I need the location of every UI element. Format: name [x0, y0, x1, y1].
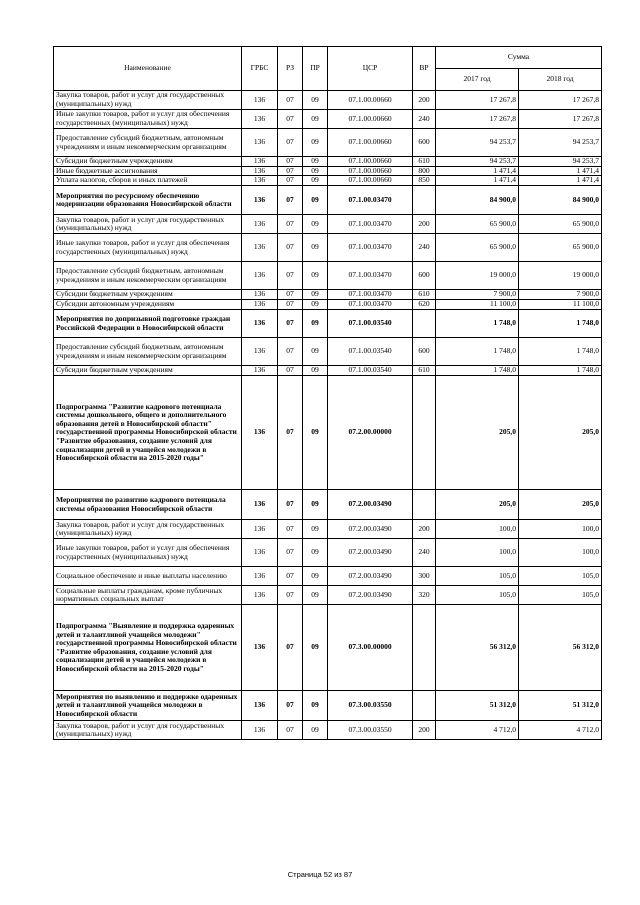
- cell-2017: 205,0: [436, 376, 519, 490]
- cell-csr: 07.1.00.03470: [328, 234, 413, 262]
- cell-rz: 07: [278, 166, 303, 176]
- cell-name: Иные закупки товаров, работ и услуг для обеспечения государственных (муниципальных) нужд: [54, 539, 242, 567]
- cell-grbs: 136: [242, 586, 278, 605]
- cell-vr: [413, 605, 436, 691]
- cell-grbs: 136: [242, 300, 278, 310]
- table-row: [54, 110, 602, 129]
- cell-rz: 07: [278, 262, 303, 290]
- cell-name: Субсидии бюджетным учреждениям: [54, 157, 242, 167]
- table-row: [54, 91, 602, 110]
- cell-name: Социальные выплаты гражданам, кроме публичных нормативных социальных выплат: [54, 586, 242, 605]
- cell-pr: 09: [303, 129, 328, 157]
- cell-rz: 07: [278, 176, 303, 186]
- cell-vr: 800: [413, 166, 436, 176]
- cell-name: Социальное обеспечение и иные выплаты населению: [54, 567, 242, 586]
- header-row-top: [54, 47, 602, 69]
- cell-grbs: 136: [242, 129, 278, 157]
- cell-csr: 07.1.00.03470: [328, 215, 413, 234]
- cell-pr: 09: [303, 166, 328, 176]
- cell-2018: 19 000,0: [519, 262, 602, 290]
- cell-2018: 84 900,0: [519, 186, 602, 215]
- cell-grbs: 136: [242, 166, 278, 176]
- header-csr: ЦСР: [328, 47, 413, 91]
- cell-csr: 07.1.00.03470: [328, 186, 413, 215]
- cell-vr: 240: [413, 539, 436, 567]
- cell-rz: 07: [278, 110, 303, 129]
- cell-2018: 94 253,7: [519, 129, 602, 157]
- cell-2018: 105,0: [519, 586, 602, 605]
- cell-pr: 09: [303, 290, 328, 300]
- cell-2018: 94 253,7: [519, 157, 602, 167]
- cell-pr: 09: [303, 234, 328, 262]
- cell-2018: 1 748,0: [519, 366, 602, 376]
- cell-vr: 200: [413, 91, 436, 110]
- cell-2018: 11 100,0: [519, 300, 602, 310]
- cell-2018: 1 748,0: [519, 338, 602, 366]
- cell-2017: 7 900,0: [436, 290, 519, 300]
- cell-csr: 07.1.00.00660: [328, 157, 413, 167]
- cell-2017: 56 312,0: [436, 605, 519, 691]
- cell-rz: 07: [278, 520, 303, 539]
- cell-grbs: 136: [242, 290, 278, 300]
- cell-pr: 09: [303, 176, 328, 186]
- table-row: [54, 166, 602, 176]
- cell-2017: 1 748,0: [436, 338, 519, 366]
- cell-grbs: 136: [242, 539, 278, 567]
- cell-grbs: 136: [242, 110, 278, 129]
- header-grbs: ГРБС: [242, 47, 278, 91]
- cell-csr: 07.1.00.00660: [328, 91, 413, 110]
- cell-csr: 07.1.00.00660: [328, 166, 413, 176]
- cell-rz: 07: [278, 129, 303, 157]
- cell-vr: 610: [413, 290, 436, 300]
- cell-csr: 07.2.00.00000: [328, 376, 413, 490]
- table-row: [54, 234, 602, 262]
- table-row: [54, 567, 602, 586]
- cell-vr: 200: [413, 215, 436, 234]
- cell-rz: 07: [278, 490, 303, 520]
- cell-name: Мероприятия по развитию кадрового потенциала системы образования Новосибирской области: [54, 490, 242, 520]
- cell-2018: 17 267,8: [519, 91, 602, 110]
- cell-grbs: 136: [242, 310, 278, 338]
- cell-csr: 07.2.00.03490: [328, 490, 413, 520]
- cell-2018: 17 267,8: [519, 110, 602, 129]
- cell-grbs: 136: [242, 215, 278, 234]
- cell-name: Субсидии бюджетным учреждениям: [54, 290, 242, 300]
- table-row: [54, 691, 602, 721]
- cell-2018: 4 712,0: [519, 721, 602, 740]
- cell-name: Подпрограмма "Развитие кадрового потенциала системы дошкольного, общего и дополнительного образования детей в Новосибирской области" государственной программы Новосибирской области "Развитие образования, создание условий для социализации детей и учащейся молодежи в Новосибирской области на 2015-2020 годы": [54, 376, 242, 490]
- cell-2017: 100,0: [436, 539, 519, 567]
- cell-pr: 09: [303, 215, 328, 234]
- table-row: [54, 376, 602, 490]
- cell-csr: 07.1.00.00660: [328, 129, 413, 157]
- table-row: [54, 129, 602, 157]
- cell-rz: 07: [278, 157, 303, 167]
- cell-csr: 07.2.00.03490: [328, 539, 413, 567]
- cell-grbs: 136: [242, 186, 278, 215]
- cell-pr: 09: [303, 691, 328, 721]
- cell-rz: 07: [278, 91, 303, 110]
- cell-csr: 07.3.00.03550: [328, 691, 413, 721]
- table-row: [54, 262, 602, 290]
- table-row: [54, 338, 602, 366]
- cell-name: Мероприятия по допризывной подготовке граждан Российской Федерации в Новосибирской области: [54, 310, 242, 338]
- cell-rz: 07: [278, 539, 303, 567]
- table-row: [54, 290, 602, 300]
- cell-vr: [413, 186, 436, 215]
- cell-pr: 09: [303, 262, 328, 290]
- cell-pr: 09: [303, 567, 328, 586]
- cell-rz: 07: [278, 215, 303, 234]
- cell-vr: 200: [413, 520, 436, 539]
- cell-vr: [413, 691, 436, 721]
- cell-vr: 610: [413, 366, 436, 376]
- cell-grbs: 136: [242, 234, 278, 262]
- cell-csr: 07.2.00.03490: [328, 567, 413, 586]
- cell-name: Предоставление субсидий бюджетным, автономным учреждениям и иным некоммерческим организациям: [54, 262, 242, 290]
- cell-name: Иные бюджетные ассигнования: [54, 166, 242, 176]
- cell-2017: 84 900,0: [436, 186, 519, 215]
- cell-vr: 600: [413, 262, 436, 290]
- cell-2018: 65 900,0: [519, 234, 602, 262]
- cell-pr: 09: [303, 338, 328, 366]
- cell-2017: 11 100,0: [436, 300, 519, 310]
- cell-pr: 09: [303, 110, 328, 129]
- cell-rz: 07: [278, 691, 303, 721]
- cell-name: Мероприятия по ресурсному обеспечению модернизации образования Новосибирской области: [54, 186, 242, 215]
- cell-csr: 07.1.00.03470: [328, 262, 413, 290]
- cell-name: Мероприятия по выявлению и поддержке одаренных детей и талантливой учащейся молодежи в Новосибирской области: [54, 691, 242, 721]
- cell-grbs: 136: [242, 376, 278, 490]
- cell-grbs: 136: [242, 605, 278, 691]
- cell-pr: 09: [303, 366, 328, 376]
- cell-grbs: 136: [242, 157, 278, 167]
- cell-grbs: 136: [242, 262, 278, 290]
- cell-2018: 56 312,0: [519, 605, 602, 691]
- header-name: Наименование: [54, 47, 242, 91]
- table-row: [54, 300, 602, 310]
- cell-csr: 07.1.00.03540: [328, 310, 413, 338]
- cell-name: Закупка товаров, работ и услуг для государственных (муниципальных) нужд: [54, 91, 242, 110]
- header-year-2017: 2017 год: [436, 69, 519, 91]
- cell-2017: 105,0: [436, 567, 519, 586]
- cell-2017: 51 312,0: [436, 691, 519, 721]
- table-row: [54, 366, 602, 376]
- cell-name: Субсидии автономным учреждениям: [54, 300, 242, 310]
- cell-2017: 17 267,8: [436, 110, 519, 129]
- cell-2017: 105,0: [436, 586, 519, 605]
- cell-rz: 07: [278, 186, 303, 215]
- header-vr: ВР: [413, 47, 436, 91]
- table-row: [54, 586, 602, 605]
- page-number: Страница 52 из 87: [287, 870, 353, 879]
- cell-csr: 07.2.00.03490: [328, 586, 413, 605]
- cell-rz: 07: [278, 376, 303, 490]
- cell-2018: 100,0: [519, 539, 602, 567]
- cell-pr: 09: [303, 186, 328, 215]
- cell-csr: 07.1.00.00660: [328, 110, 413, 129]
- cell-grbs: 136: [242, 520, 278, 539]
- cell-pr: 09: [303, 520, 328, 539]
- cell-rz: 07: [278, 310, 303, 338]
- cell-rz: 07: [278, 290, 303, 300]
- table-row: [54, 215, 602, 234]
- cell-pr: 09: [303, 300, 328, 310]
- cell-vr: 610: [413, 157, 436, 167]
- cell-csr: 07.3.00.00000: [328, 605, 413, 691]
- cell-pr: 09: [303, 605, 328, 691]
- table-row: [54, 721, 602, 740]
- cell-name: Предоставление субсидий бюджетным, автономным учреждениям и иным некоммерческим организациям: [54, 129, 242, 157]
- cell-vr: 620: [413, 300, 436, 310]
- cell-name: Субсидии бюджетным учреждениям: [54, 366, 242, 376]
- cell-csr: 07.1.00.03470: [328, 290, 413, 300]
- cell-2018: 1 748,0: [519, 310, 602, 338]
- table-row: [54, 176, 602, 186]
- cell-pr: 09: [303, 310, 328, 338]
- cell-vr: 200: [413, 721, 436, 740]
- header-sum: Сумма: [436, 47, 602, 69]
- cell-vr: 600: [413, 129, 436, 157]
- cell-grbs: 136: [242, 91, 278, 110]
- table-row: [54, 490, 602, 520]
- cell-pr: 09: [303, 376, 328, 490]
- header-pr: ПР: [303, 47, 328, 91]
- cell-name: Подпрограмма "Выявление и поддержка одаренных детей и талантливой учащейся молодежи" государственной программы Новосибирской области "Развитие образования, создание условий для социализации детей и учащейся молодежи в Новосибирской области на 2015-2020 годы": [54, 605, 242, 691]
- cell-2018: 105,0: [519, 567, 602, 586]
- cell-2017: 100,0: [436, 520, 519, 539]
- cell-vr: 300: [413, 567, 436, 586]
- cell-name: Закупка товаров, работ и услуг для государственных (муниципальных) нужд: [54, 215, 242, 234]
- cell-pr: 09: [303, 490, 328, 520]
- cell-vr: [413, 490, 436, 520]
- table-row: [54, 157, 602, 167]
- cell-pr: 09: [303, 721, 328, 740]
- table-row: [54, 520, 602, 539]
- cell-vr: 320: [413, 586, 436, 605]
- cell-rz: 07: [278, 366, 303, 376]
- cell-2018: 1 471,4: [519, 166, 602, 176]
- cell-vr: 240: [413, 234, 436, 262]
- cell-2017: 1 471,4: [436, 166, 519, 176]
- cell-grbs: 136: [242, 366, 278, 376]
- cell-pr: 09: [303, 91, 328, 110]
- cell-csr: 07.2.00.03490: [328, 520, 413, 539]
- table-row: [54, 310, 602, 338]
- cell-name: Закупка товаров, работ и услуг для государственных (муниципальных) нужд: [54, 721, 242, 740]
- cell-2017: 65 900,0: [436, 215, 519, 234]
- header-rz: РЗ: [278, 47, 303, 91]
- cell-2017: 17 267,8: [436, 91, 519, 110]
- cell-2017: 1 748,0: [436, 366, 519, 376]
- table-body: [54, 91, 602, 740]
- cell-2017: 4 712,0: [436, 721, 519, 740]
- cell-2018: 1 471,4: [519, 176, 602, 186]
- cell-grbs: 136: [242, 567, 278, 586]
- cell-vr: 600: [413, 338, 436, 366]
- cell-rz: 07: [278, 721, 303, 740]
- cell-vr: 850: [413, 176, 436, 186]
- cell-2017: 19 000,0: [436, 262, 519, 290]
- cell-2017: 94 253,7: [436, 129, 519, 157]
- cell-csr: 07.1.00.03540: [328, 338, 413, 366]
- cell-rz: 07: [278, 567, 303, 586]
- cell-2018: 205,0: [519, 376, 602, 490]
- cell-2018: 7 900,0: [519, 290, 602, 300]
- cell-rz: 07: [278, 234, 303, 262]
- cell-grbs: 136: [242, 490, 278, 520]
- cell-2018: 65 900,0: [519, 215, 602, 234]
- cell-pr: 09: [303, 539, 328, 567]
- cell-2018: 100,0: [519, 520, 602, 539]
- cell-grbs: 136: [242, 721, 278, 740]
- cell-rz: 07: [278, 605, 303, 691]
- cell-2017: 1 748,0: [436, 310, 519, 338]
- cell-2017: 1 471,4: [436, 176, 519, 186]
- cell-grbs: 136: [242, 691, 278, 721]
- cell-name: Предоставление субсидий бюджетным, автономным учреждениям и иным некоммерческим организациям: [54, 338, 242, 366]
- cell-2017: 94 253,7: [436, 157, 519, 167]
- header-year-2018: 2018 год: [519, 69, 602, 91]
- cell-name: Закупка товаров, работ и услуг для государственных (муниципальных) нужд: [54, 520, 242, 539]
- cell-name: Иные закупки товаров, работ и услуг для обеспечения государственных (муниципальных) нужд: [54, 110, 242, 129]
- cell-vr: 240: [413, 110, 436, 129]
- cell-csr: 07.1.00.03540: [328, 366, 413, 376]
- cell-2018: 51 312,0: [519, 691, 602, 721]
- cell-2018: 205,0: [519, 490, 602, 520]
- cell-csr: 07.3.00.03550: [328, 721, 413, 740]
- table-row: [54, 605, 602, 691]
- cell-name: Уплата налогов, сборов и иных платежей: [54, 176, 242, 186]
- budget-table: [53, 46, 602, 740]
- cell-rz: 07: [278, 300, 303, 310]
- cell-grbs: 136: [242, 176, 278, 186]
- cell-pr: 09: [303, 157, 328, 167]
- cell-name: Иные закупки товаров, работ и услуг для обеспечения государственных (муниципальных) нужд: [54, 234, 242, 262]
- cell-2017: 65 900,0: [436, 234, 519, 262]
- table-row: [54, 186, 602, 215]
- cell-csr: 07.1.00.03470: [328, 300, 413, 310]
- cell-rz: 07: [278, 338, 303, 366]
- cell-vr: [413, 310, 436, 338]
- cell-2017: 205,0: [436, 490, 519, 520]
- cell-pr: 09: [303, 586, 328, 605]
- cell-rz: 07: [278, 586, 303, 605]
- cell-vr: [413, 376, 436, 490]
- table-row: [54, 539, 602, 567]
- cell-grbs: 136: [242, 338, 278, 366]
- cell-csr: 07.1.00.00660: [328, 176, 413, 186]
